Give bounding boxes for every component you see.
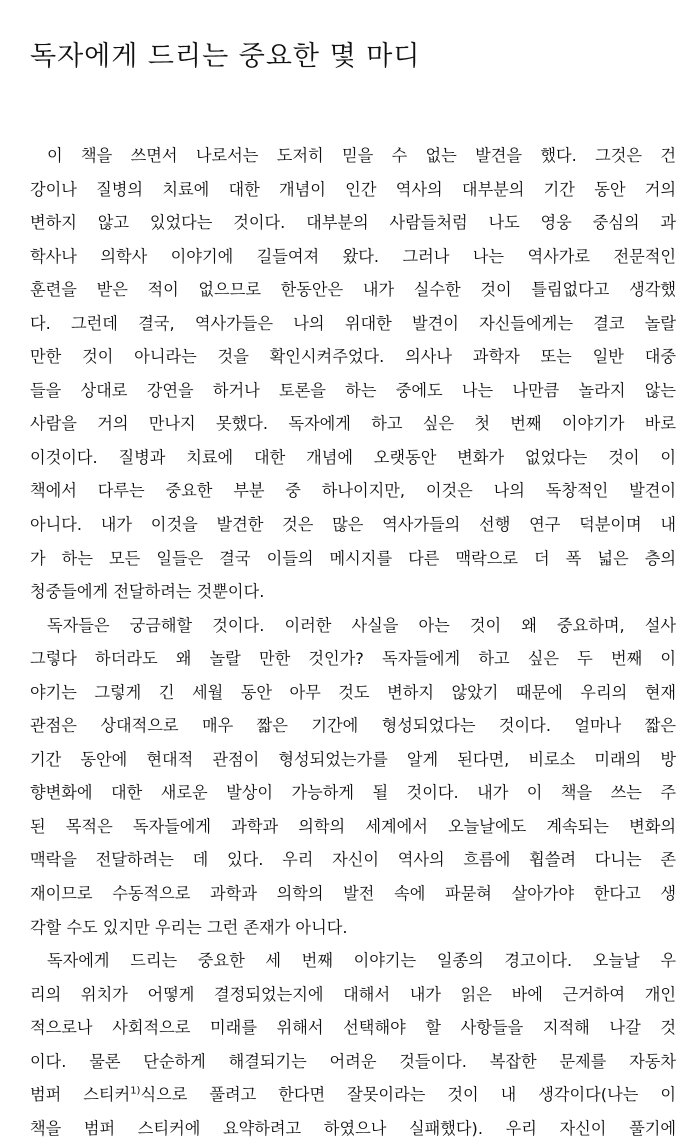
text-line <box>30 1045 676 1079</box>
text-line-content: 이것이다. 질병과 치료에 대한 개념에 오랫동안 변화가 없었다는 것이 이 <box>30 447 676 467</box>
text-line <box>30 542 676 576</box>
text-line-content: 변하지 않고 있었다는 것이다. 대부분의 사람들처럼 나도 영웅 중심의 과 <box>30 213 676 233</box>
text-line <box>30 1011 676 1045</box>
text-line-content: 각할 수도 있지만 우리는 그런 존재가 아니다. <box>30 917 348 937</box>
text-line <box>30 139 676 173</box>
text-line-content: 된 목적은 독자들에게 과학과 의학의 세계에서 오늘날에도 계속되는 변화의 <box>30 816 676 836</box>
text-line-content: 적으로나 사회적으로 미래를 위해서 선택해야 할 사항들을 지적해 나갈 것 <box>30 1018 676 1038</box>
text-line-content: 훈련을 받은 적이 없으므로 한동안은 내가 실수한 것이 틀림없다고 생각했 <box>30 280 676 300</box>
text-line-content: 책에서 다루는 중요한 부분 중 하나이지만, 이것은 나의 독창적인 발견이 <box>30 481 676 501</box>
text-line <box>30 240 676 274</box>
text-line <box>30 374 676 408</box>
text-line-content: 만한 것이 아니라는 것을 확인시켜주었다. 의사나 과학자 또는 일반 대중 <box>30 347 676 367</box>
text-line-content: 리의 위치가 어떻게 결정되었는지에 대해서 내가 읽은 바에 근거하여 개인 <box>30 984 676 1004</box>
text-line <box>30 307 676 341</box>
text-line-content: 들을 상대로 강연을 하거나 토론을 하는 중에도 나는 나만큼 놀라지 않는 <box>30 380 676 400</box>
footnote-marker: 1) <box>130 1085 141 1097</box>
text-line <box>30 173 676 207</box>
text-line-content: 책을 범퍼 스티커에 요약하려고 하였으나 실패했다). 우리 자신이 풀기에 <box>30 1118 676 1138</box>
text-line-content: 독자에게 드리는 중요한 세 번째 이야기는 일종의 경고이다. 오늘날 우 <box>47 951 676 971</box>
text-line <box>30 642 676 676</box>
text-line-content: 아니다. 내가 이것을 발견한 것은 많은 역사가들의 선행 연구 덕분이며 내 <box>30 515 676 535</box>
text-line-content: 재이므로 수동적으로 과학과 의학의 발전 속에 파묻혀 살아가야 한다고 생 <box>30 884 676 904</box>
text-line <box>30 206 676 240</box>
text-line <box>30 709 676 743</box>
text-line-content: 가 하는 모든 일들은 결국 이들의 메시지를 다른 맥락으로 더 폭 넓은 층의 <box>30 548 676 568</box>
text-line-content: 향변화에 대한 새로운 발상이 가능하게 될 것이다. 내가 이 책을 쓰는 주 <box>30 783 676 803</box>
text-line-content: 범퍼 스티커 <box>30 1085 131 1105</box>
text-line-content: 야기는 그렇게 긴 세월 동안 아무 것도 변하지 않았기 때문에 우리의 현재 <box>30 682 676 702</box>
text-line-content: 다. 그런데 결국, 역사가들은 나의 위대한 발견이 자신들에게는 결코 놀랄 <box>30 313 676 333</box>
text-line-content: 관점은 상대적으로 매우 짧은 기간에 형성되었다는 것이다. 얼마나 짧은 <box>30 716 676 736</box>
text-line <box>30 407 676 441</box>
text-line <box>30 441 676 475</box>
text-line <box>30 508 676 542</box>
text-line <box>30 843 676 877</box>
text-line <box>30 474 676 508</box>
text-line-content: 식으로 풀려고 한다면 잘못이라는 것이 내 생각이다(나는 이 <box>140 1085 676 1105</box>
text-line <box>30 877 676 911</box>
page-title: 독자에게 드리는 중요한 몇 마디 <box>30 41 421 72</box>
body-text <box>30 139 676 1145</box>
text-line-content: 맥락을 전달하려는 데 있다. 우리 자신이 역사의 흐름에 휩쓸려 다니는 존 <box>30 850 676 870</box>
text-line-content: 청중들에게 전달하려는 것뿐이다. <box>30 582 265 602</box>
text-line <box>30 944 676 978</box>
text-line <box>30 1112 676 1145</box>
text-line-content: 독자들은 궁금해할 것이다. 이러한 사실을 아는 것이 왜 중요하며, 설사 <box>47 615 676 635</box>
text-line <box>30 743 676 777</box>
text-line-content: 그렇다 하더라도 왜 놀랄 만한 것인가? 독자들에게 하고 싶은 두 번째 이 <box>30 649 676 669</box>
text-line-content: 강이나 질병의 치료에 대한 개념이 인간 역사의 대부분의 기간 동안 거의 <box>30 179 676 199</box>
text-line-content: 기간 동안에 현대적 관점이 형성되었는가를 알게 된다면, 비로소 미래의 방 <box>30 749 676 769</box>
text-line <box>30 978 676 1012</box>
text-line <box>30 575 676 609</box>
text-line <box>30 776 676 810</box>
text-line-content: 학사나 의학사 이야기에 길들여져 왔다. 그러나 나는 역사가로 전문적인 <box>30 246 676 266</box>
text-line <box>30 340 676 374</box>
text-line-content: 이 책을 쓰면서 나로서는 도저히 믿을 수 없는 발견을 했다. 그것은 건 <box>47 146 676 165</box>
text-line-content: 사람을 거의 만나지 못했다. 독자에게 하고 싶은 첫 번째 이야기가 바로 <box>30 414 676 434</box>
text-line <box>30 273 676 307</box>
text-line <box>30 609 676 643</box>
text-line <box>30 676 676 710</box>
text-line <box>30 810 676 844</box>
text-line <box>30 1078 676 1112</box>
text-line-content: 이다. 물론 단순하게 해결되기는 어려운 것들이다. 복잡한 문제를 자동차 <box>30 1051 676 1071</box>
text-line <box>30 911 676 945</box>
